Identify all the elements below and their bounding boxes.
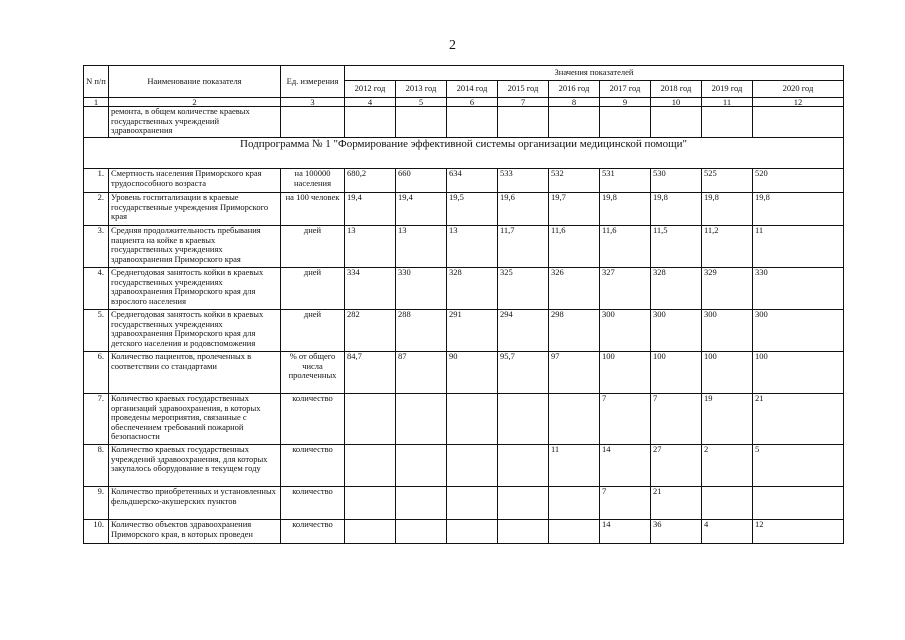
value-cell: 19,8 [753, 193, 844, 226]
year-header: 2017 год [600, 81, 651, 98]
value-cell [498, 394, 549, 445]
value-cell: 21 [753, 394, 844, 445]
value-cell: 282 [345, 310, 396, 352]
value-cell: 288 [396, 310, 447, 352]
indicator-name: Количество пациентов, пролеченных в соответствии со стандартами [109, 352, 281, 394]
value-cell: 14 [600, 445, 651, 487]
indicator-name: Среднегодовая занятость койки в краевых государственных учреждениях здравоохранения Приморского края для взрослого населения [109, 268, 281, 310]
year-header: 2018 год [651, 81, 702, 98]
value-cell [549, 520, 600, 544]
row-number: 2. [84, 193, 109, 226]
value-cell: 100 [651, 352, 702, 394]
value-cell: 11,7 [498, 226, 549, 268]
value-cell: 7 [600, 487, 651, 520]
value-cell: 4 [702, 520, 753, 544]
unit-of-measure: дней [281, 268, 345, 310]
value-cell: 328 [447, 268, 498, 310]
year-header: 2014 год [447, 81, 498, 98]
unit-of-measure: на 100000 населения [281, 169, 345, 193]
value-cell: 7 [651, 394, 702, 445]
value-cell: 328 [651, 268, 702, 310]
value-cell [498, 445, 549, 487]
subprogram-row [84, 138, 844, 169]
indicator-name: Количество объектов здравоохранения Приморского края, в которых проведен [109, 520, 281, 544]
index-cell: 9 [600, 98, 651, 107]
value-cell: 520 [753, 169, 844, 193]
value-cell: 300 [702, 310, 753, 352]
row-number: 7. [84, 394, 109, 445]
value-cell: 300 [753, 310, 844, 352]
header-row-1 [84, 66, 844, 81]
header-index-row [84, 98, 844, 107]
value-cell: 19,4 [396, 193, 447, 226]
value-cell: 329 [702, 268, 753, 310]
value-cell: 11,5 [651, 226, 702, 268]
unit-of-measure: дней [281, 226, 345, 268]
table-row [84, 445, 844, 487]
indicator-name: Количество краевых государственных учреждений здравоохранения, для которых закупалось оборудование в текущем году [109, 445, 281, 487]
header-num: N п/п [84, 66, 109, 98]
value-cell: 300 [651, 310, 702, 352]
value-cell: 2 [702, 445, 753, 487]
value-cell: 330 [396, 268, 447, 310]
row-number: 5. [84, 310, 109, 352]
value-cell: 13 [345, 226, 396, 268]
value-cell: 325 [498, 268, 549, 310]
value-cell [396, 520, 447, 544]
table-row [84, 352, 844, 394]
value-cell: 291 [447, 310, 498, 352]
table-row [84, 193, 844, 226]
header-values: Значения показателей [345, 66, 844, 81]
value-cell [498, 487, 549, 520]
indicator-name: Уровень госпитализации в краевые государственные учреждения Приморского края [109, 193, 281, 226]
indicator-name: Количество приобретенных и установленных фельдшерско-акушерских пунктов [109, 487, 281, 520]
value-cell: 14 [600, 520, 651, 544]
row-number: 6. [84, 352, 109, 394]
table-row [84, 520, 844, 544]
unit-of-measure: количество [281, 520, 345, 544]
indicators-table [83, 65, 844, 544]
index-cell: 10 [651, 98, 702, 107]
index-cell: 7 [498, 98, 549, 107]
value-cell: 12 [753, 520, 844, 544]
value-cell: 19 [702, 394, 753, 445]
value-cell: 11,2 [702, 226, 753, 268]
row-number: 8. [84, 445, 109, 487]
value-cell: 84,7 [345, 352, 396, 394]
value-cell [549, 487, 600, 520]
index-cell: 8 [549, 98, 600, 107]
value-cell: 298 [549, 310, 600, 352]
index-cell: 12 [753, 98, 844, 107]
index-cell: 6 [447, 98, 498, 107]
value-cell: 326 [549, 268, 600, 310]
index-cell: 1 [84, 98, 109, 107]
value-cell: 21 [651, 487, 702, 520]
year-header: 2015 год [498, 81, 549, 98]
value-cell: 327 [600, 268, 651, 310]
value-cell: 100 [753, 352, 844, 394]
year-header: 2020 год [753, 81, 844, 98]
value-cell: 13 [447, 226, 498, 268]
year-header: 2019 год [702, 81, 753, 98]
value-cell [549, 394, 600, 445]
value-cell: 36 [651, 520, 702, 544]
value-cell [396, 487, 447, 520]
unit-of-measure: количество [281, 445, 345, 487]
value-cell: 19,5 [447, 193, 498, 226]
value-cell: 19,8 [600, 193, 651, 226]
row-number: 9. [84, 487, 109, 520]
unit-of-measure: дней [281, 310, 345, 352]
subprogram-title: Подпрограмма № 1 "Формирование эффективной системы организации медицинской помощи" [84, 138, 844, 169]
unit-of-measure: количество [281, 487, 345, 520]
value-cell: 294 [498, 310, 549, 352]
value-cell [345, 394, 396, 445]
value-cell: 11 [549, 445, 600, 487]
value-cell: 634 [447, 169, 498, 193]
value-cell: 19,6 [498, 193, 549, 226]
index-cell: 2 [109, 98, 281, 107]
table-row [84, 487, 844, 520]
value-cell: 27 [651, 445, 702, 487]
value-cell: 11,6 [549, 226, 600, 268]
row-number: 10. [84, 520, 109, 544]
value-cell: 532 [549, 169, 600, 193]
header-unit: Ед. измерения [281, 66, 345, 98]
value-cell: 530 [651, 169, 702, 193]
value-cell: 19,8 [651, 193, 702, 226]
value-cell: 87 [396, 352, 447, 394]
unit-of-measure: на 100 человек [281, 193, 345, 226]
indicator-name: Среднегодовая занятость койки в краевых государственных учреждениях здравоохранения Приморского края для детского населения и родовспоможения [109, 310, 281, 352]
value-cell [753, 487, 844, 520]
row-number: 1. [84, 169, 109, 193]
indicator-rows [84, 169, 844, 544]
value-cell: 660 [396, 169, 447, 193]
value-cell [447, 487, 498, 520]
value-cell [345, 445, 396, 487]
year-header: 2013 год [396, 81, 447, 98]
table-row [84, 268, 844, 310]
index-cell: 4 [345, 98, 396, 107]
table-row [84, 310, 844, 352]
value-cell [447, 520, 498, 544]
value-cell: 95,7 [498, 352, 549, 394]
value-cell: 11,6 [600, 226, 651, 268]
value-cell: 300 [600, 310, 651, 352]
value-cell [345, 487, 396, 520]
indicator-name: Количество краевых государственных организаций здравоохранения, в которых проведены мероприятия, связанные с обеспечением требований пожарной безопасности [109, 394, 281, 445]
value-cell: 334 [345, 268, 396, 310]
unit-of-measure: количество [281, 394, 345, 445]
value-cell: 19,4 [345, 193, 396, 226]
table-row [84, 169, 844, 193]
value-cell [702, 487, 753, 520]
indicator-name: Смертность населения Приморского края трудоспособного возраста [109, 169, 281, 193]
page-number: 2 [449, 38, 456, 53]
row-number: 4. [84, 268, 109, 310]
index-cell: 3 [281, 98, 345, 107]
index-cell: 11 [702, 98, 753, 107]
row-number: 3. [84, 226, 109, 268]
year-header: 2016 год [549, 81, 600, 98]
value-cell: 19,7 [549, 193, 600, 226]
value-cell: 7 [600, 394, 651, 445]
unit-of-measure: % от общего числа пролеченных [281, 352, 345, 394]
value-cell [447, 394, 498, 445]
value-cell: 531 [600, 169, 651, 193]
value-cell: 330 [753, 268, 844, 310]
table-row [84, 394, 844, 445]
indicator-name: Средняя продолжительность пребывания пациента на койке в краевых государственных учреждениях здравоохранения Приморского края [109, 226, 281, 268]
value-cell: 100 [702, 352, 753, 394]
value-cell [498, 520, 549, 544]
continuation-row [84, 107, 844, 138]
year-header: 2012 год [345, 81, 396, 98]
value-cell: 680,2 [345, 169, 396, 193]
table-row [84, 226, 844, 268]
value-cell [447, 445, 498, 487]
value-cell [396, 445, 447, 487]
value-cell: 19,8 [702, 193, 753, 226]
indicator-name: ремонта, в общем количестве краевых государственных учреждений здравоохранения [109, 107, 281, 138]
value-cell: 5 [753, 445, 844, 487]
value-cell: 11 [753, 226, 844, 268]
header-name: Наименование показателя [109, 66, 281, 98]
value-cell: 97 [549, 352, 600, 394]
index-cell: 5 [396, 98, 447, 107]
value-cell: 90 [447, 352, 498, 394]
value-cell: 13 [396, 226, 447, 268]
value-cell: 525 [702, 169, 753, 193]
value-cell: 533 [498, 169, 549, 193]
value-cell [345, 520, 396, 544]
value-cell: 100 [600, 352, 651, 394]
value-cell [396, 394, 447, 445]
